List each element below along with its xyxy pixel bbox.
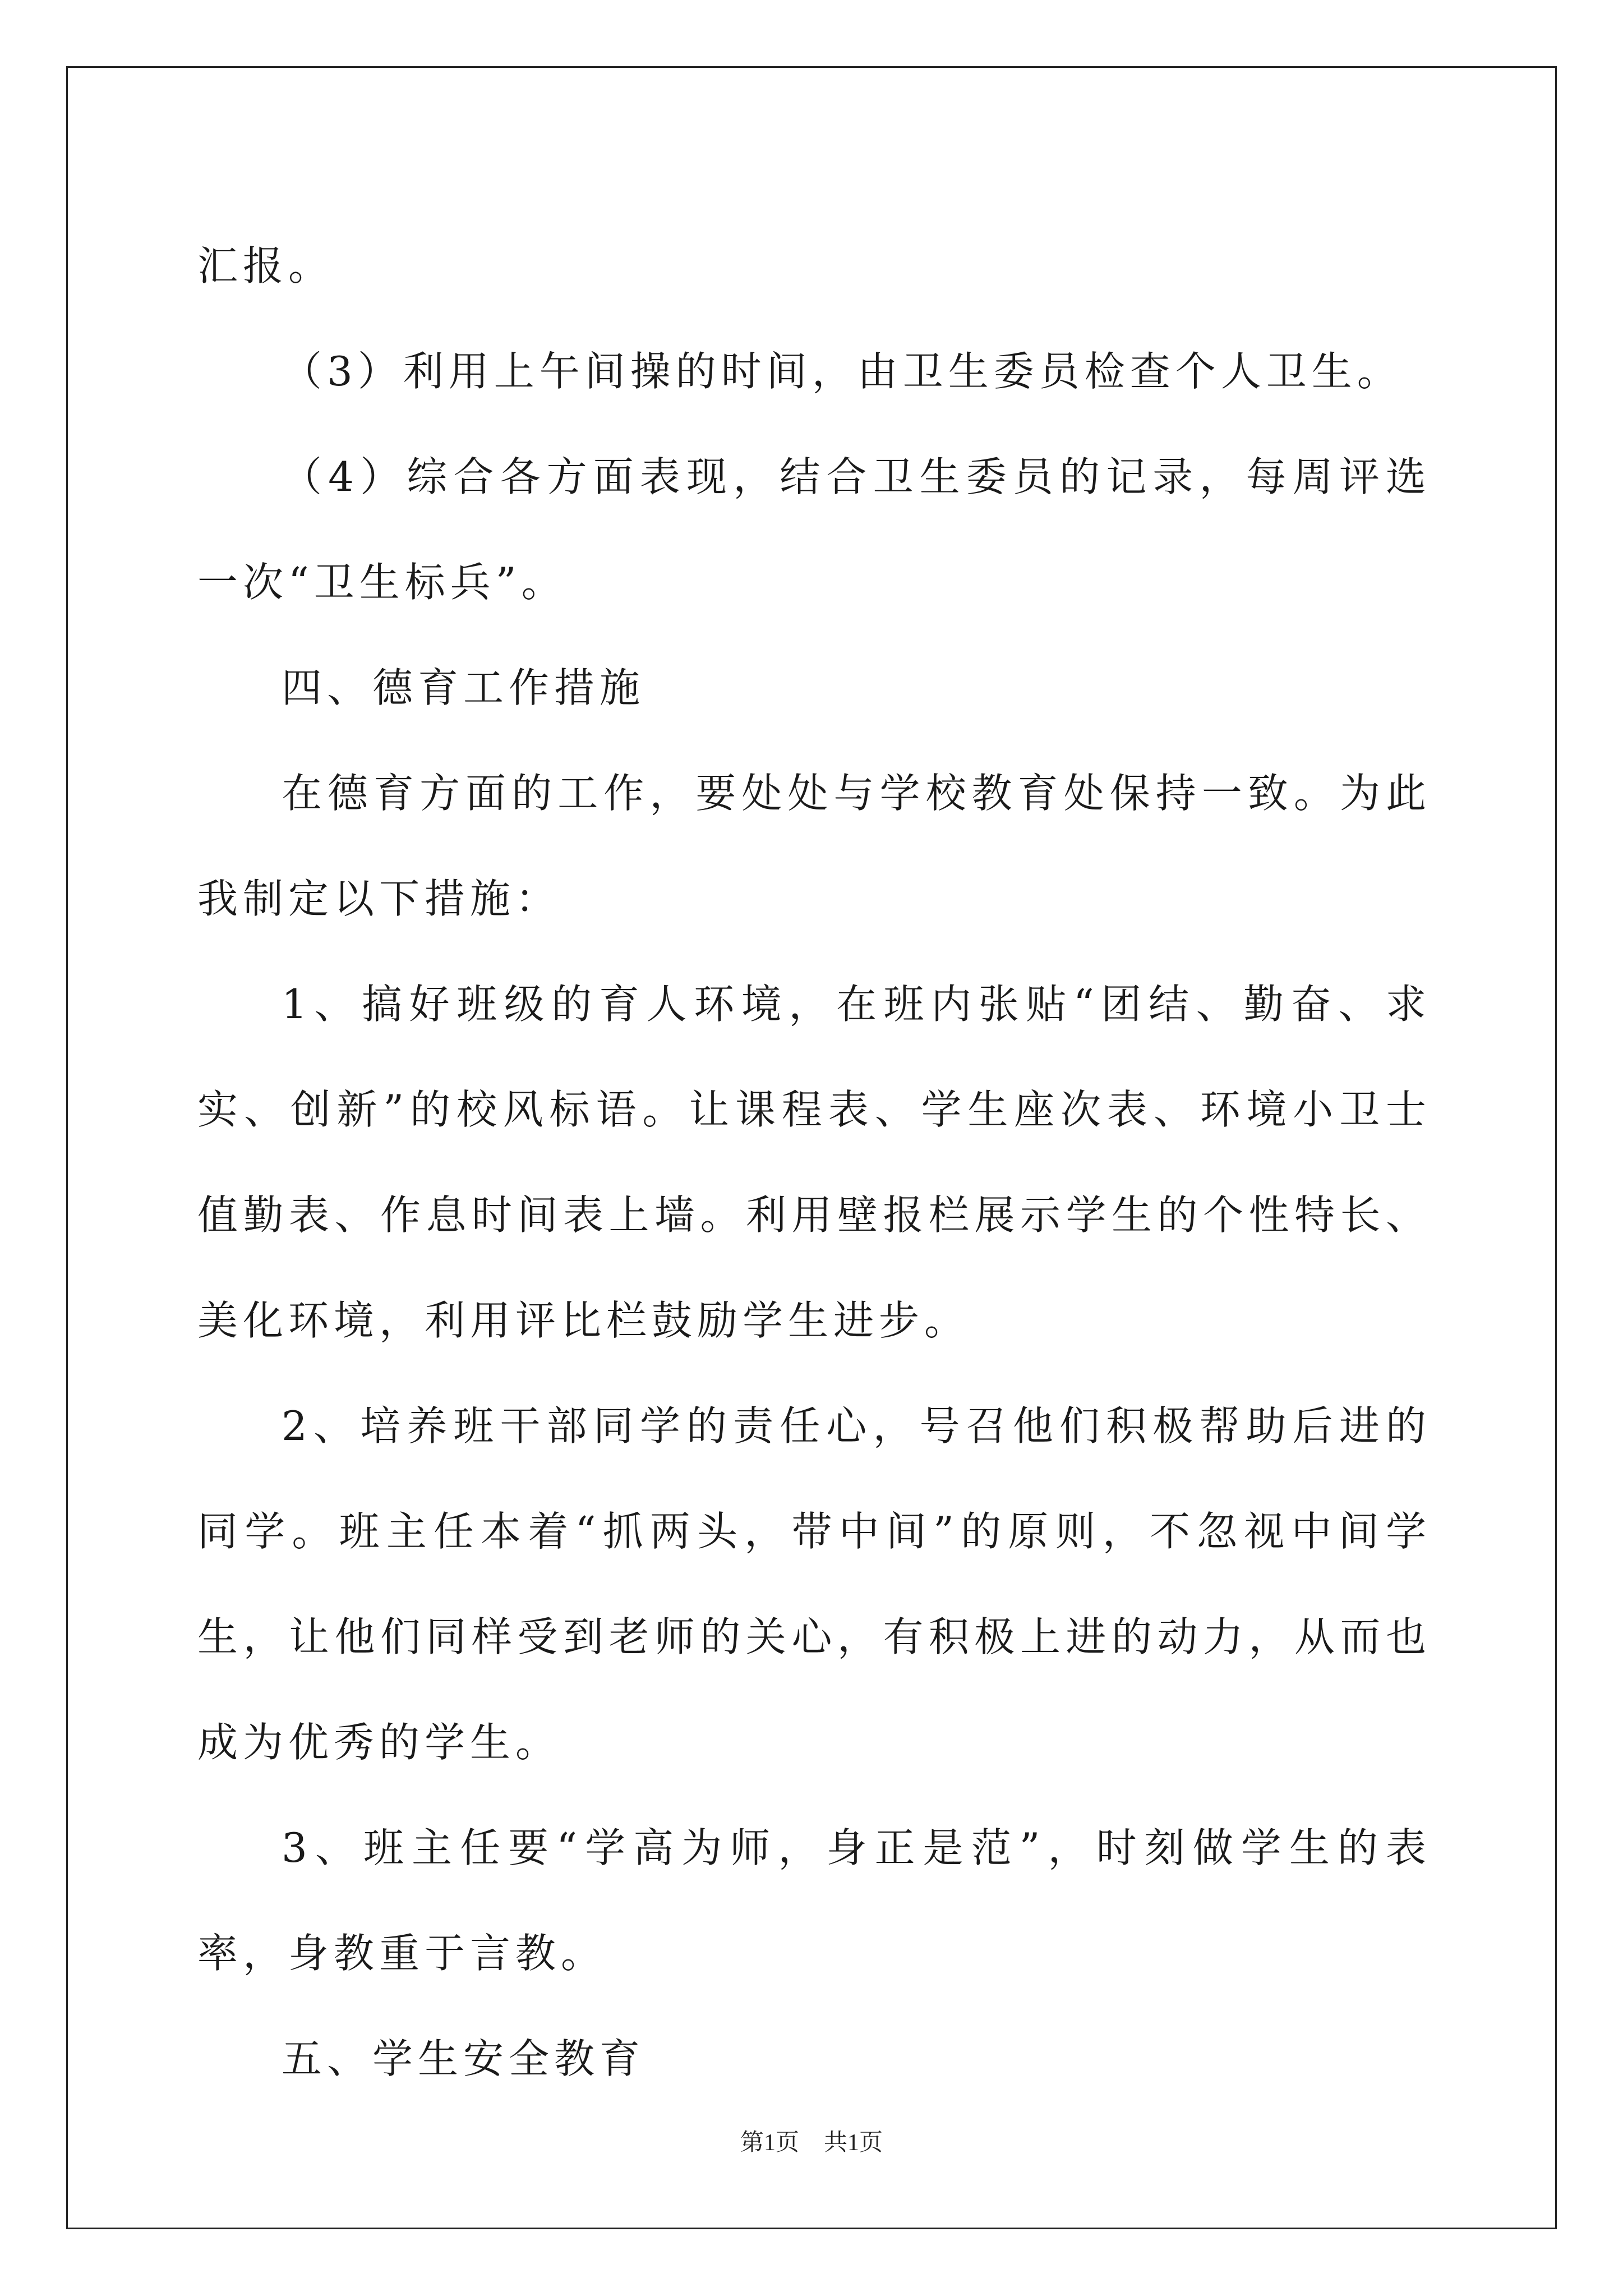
paragraph-measure-2: 2、培养班干部同学的责任心，号召他们积极帮助后进的同学。班主任本着“抓两头，带中间”的原则，不忽视中间学生，让他们同样受到老师的关心，有积极上进的动力，从而也成为优秀的学生。 (197, 1402, 1431, 1766)
paragraph-measure-1: 1、搞好班级的育人环境，在班内张贴“团结、勤奋、求实、创新”的校风标语。让课程表、学生座次表、环境小卫士值勤表、作息时间表上墙。利用壁报栏展示学生的个性特长、美化环境，利用评比栏鼓励学生进步。 (197, 981, 1431, 1344)
paragraph-continuation: 汇报。 (197, 242, 334, 289)
paragraph-item-3: （3）利用上午间操的时间，由卫生委员检查个人卫生。 (282, 348, 1403, 395)
section-heading-moral-education: 四、德育工作措施 (282, 664, 645, 711)
page-total: 共1页 (824, 2130, 883, 2156)
page-number: 第1页 (740, 2130, 799, 2156)
page-footer (0, 2126, 1623, 2160)
paragraph-measure-3: 3、班主任要“学高为师，身正是范”，时刻做学生的表率，身教重于言教。 (197, 1824, 1431, 1977)
paragraph-item-4: （4）综合各方面表现，结合卫生委员的记录，每周评选一次“卫生标兵”。 (197, 453, 1431, 606)
section-heading-safety-education: 五、学生安全教育 (282, 2035, 645, 2082)
paragraph-moral-intro: 在德育方面的工作，要处处与学校教育处保持一致。为此我制定以下措施： (197, 770, 1431, 922)
document-body (197, 213, 1431, 2111)
